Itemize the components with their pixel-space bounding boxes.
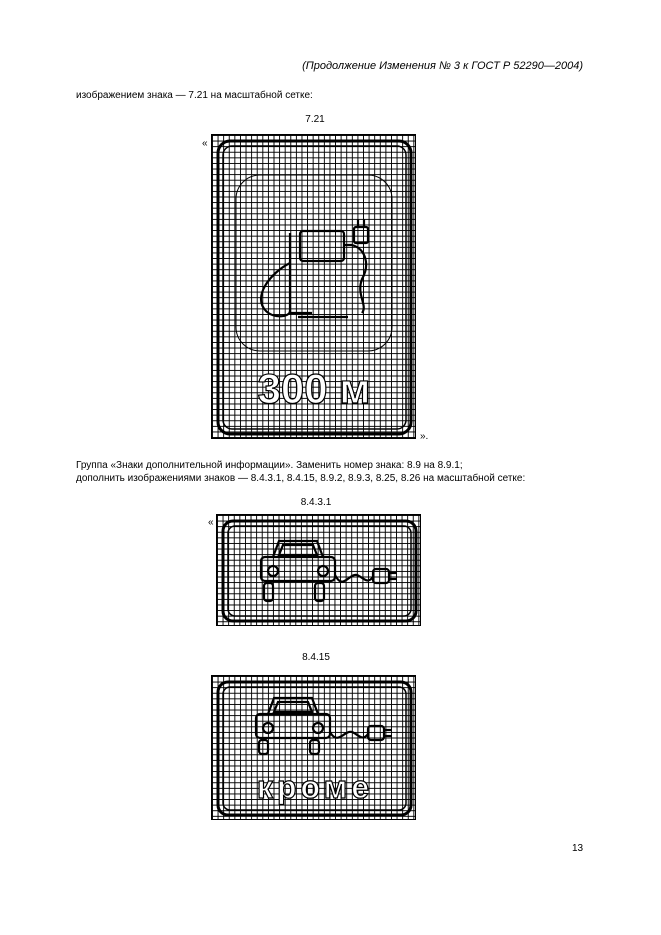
sign-8415-caption: 8.4.15 bbox=[302, 652, 330, 663]
sign-721-quote-close: ». bbox=[420, 431, 429, 442]
sign-8415-word: кроме bbox=[256, 769, 374, 805]
intro-text: изображением знака — 7.21 на масштабной сетке: bbox=[76, 90, 313, 101]
car-with-charging-cable-icon bbox=[261, 541, 397, 601]
sign-8431-grid bbox=[216, 514, 421, 626]
page-number: 13 bbox=[572, 843, 584, 854]
sign-721-caption: 7.21 bbox=[305, 114, 325, 125]
group-line-2: дополнить изображениями знаков — 8.4.3.1, 8.4.15, 8.9.2, 8.9.3, 8.25, 8.26 на масштабной сетке: bbox=[76, 473, 526, 484]
sign-8431-caption: 8.4.3.1 bbox=[300, 497, 332, 508]
sign-8415-grid bbox=[211, 675, 416, 820]
sign-721-drawing bbox=[212, 135, 417, 440]
sign-721-quote-open: « bbox=[202, 138, 208, 149]
sign-721-grid bbox=[211, 134, 416, 439]
sign-721-distance: 300 м bbox=[257, 365, 371, 412]
ev-charger-icon bbox=[261, 219, 368, 317]
car-with-charging-cable-icon bbox=[256, 698, 392, 754]
sign-8431-quote-open: « bbox=[208, 517, 214, 528]
group-line-1: Группа «Знаки дополнительной информации». Заменить номер знака: 8.9 на 8.9.1; bbox=[76, 460, 463, 471]
sign-8415-drawing bbox=[212, 676, 417, 821]
header-note: (Продолжение Изменения № 3 к ГОСТ Р 52290—2004) bbox=[302, 60, 583, 72]
sign-8431-drawing bbox=[217, 515, 422, 627]
